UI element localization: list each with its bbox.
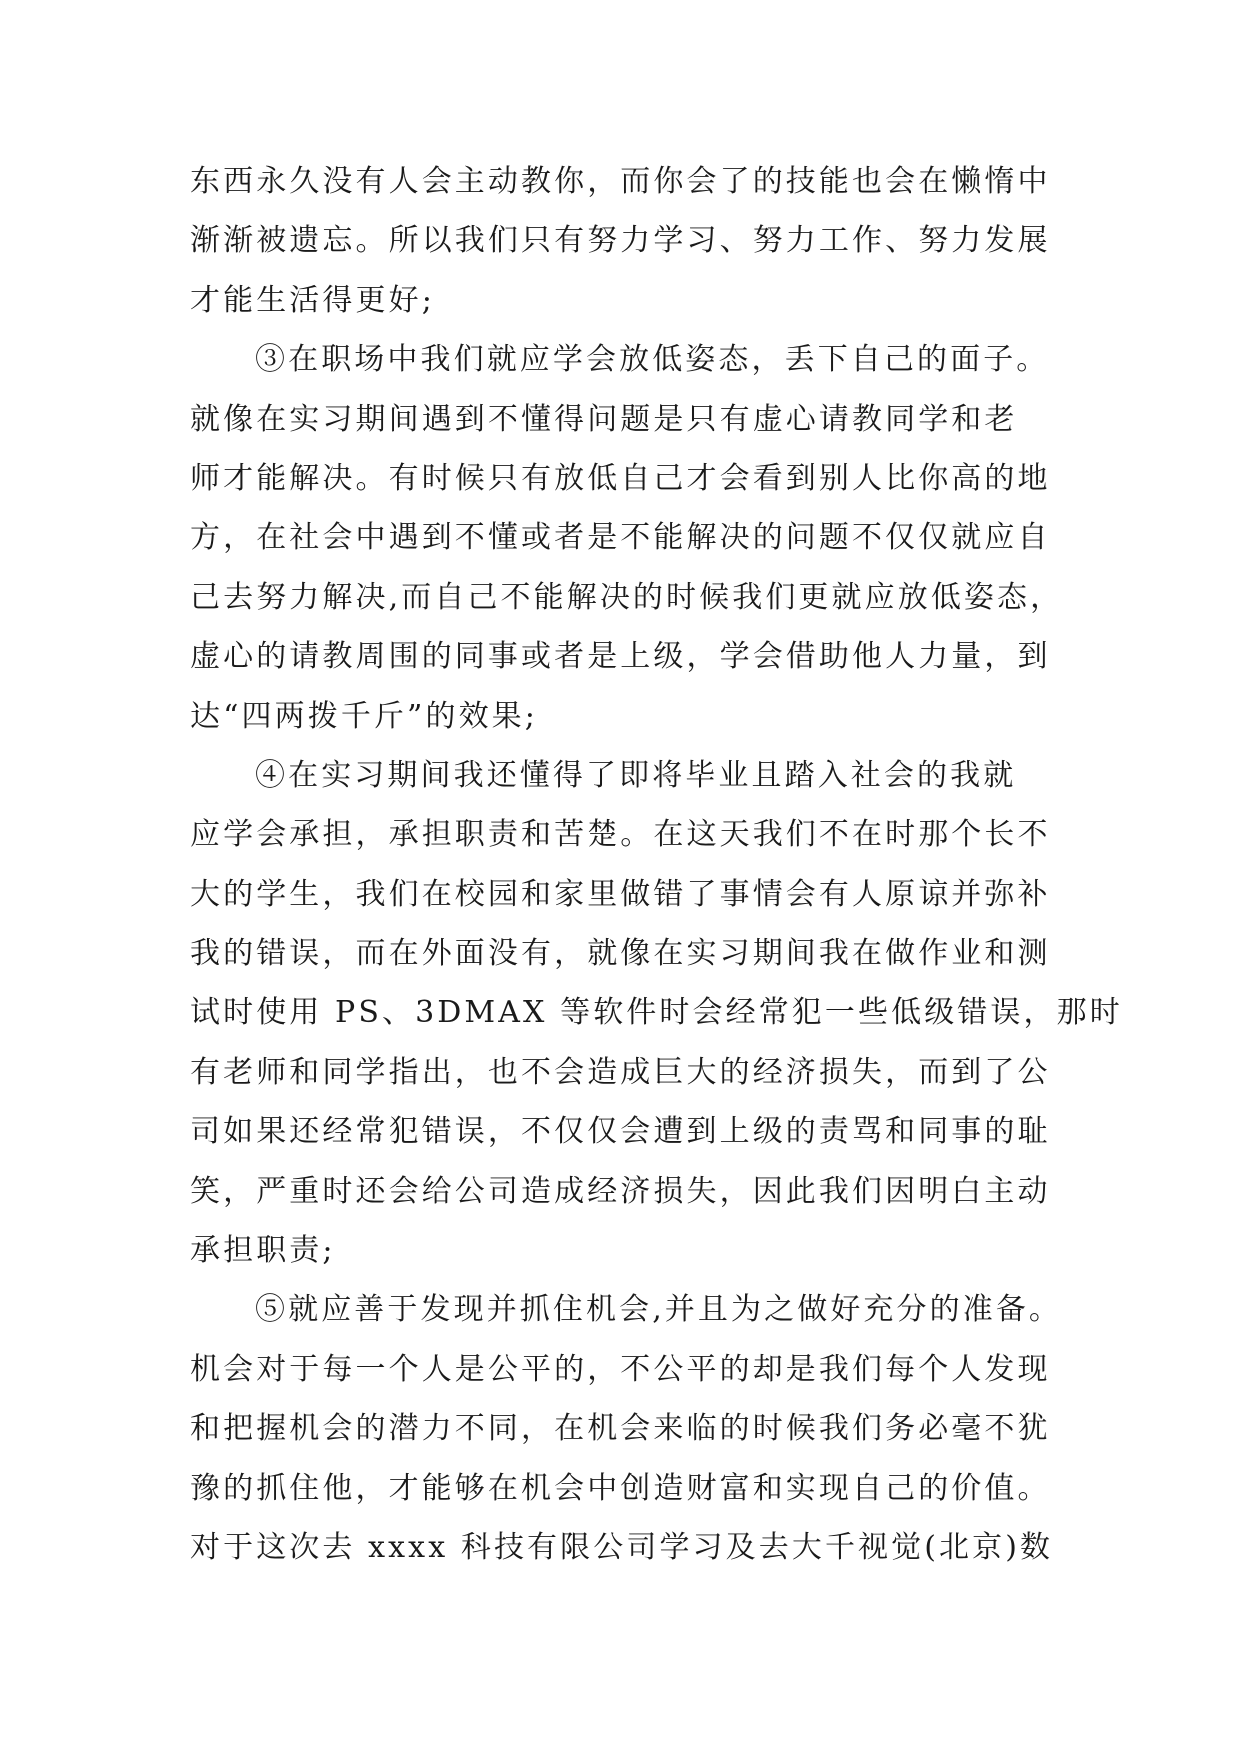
text-line: 司如果还经常犯错误，不仅仅会遭到上级的责骂和同事的耻 [190, 1114, 1051, 1150]
text-line: 就像在实习期间遇到不懂得问题是只有虚心请教同学和老 [190, 401, 1018, 437]
text-line: 方，在社会中遇到不懂或者是不能解决的问题不仅仅就应自 [190, 520, 1051, 556]
text-line: 己去努力解决,而自己不能解决的时候我们更就应放低姿态， [190, 579, 1064, 615]
paragraph-start-line: ④在实习期间我还懂得了即将毕业且踏入社会的我就 [255, 757, 1017, 793]
text-line: 承担职责; [190, 1233, 336, 1269]
text-line: 虚心的请教周围的同事或者是上级，学会借助他人力量，到 [190, 639, 1051, 675]
text-line: 笑，严重时还会给公司造成经济损失，因此我们因明白主动 [190, 1173, 1051, 1209]
text-line: 有老师和同学指出，也不会造成巨大的经济损失，而到了公 [190, 1054, 1051, 1090]
text-line: 师才能解决。有时候只有放低自己才会看到别人比你高的地 [190, 460, 1051, 496]
paragraph-start-line: ⑤就应善于发现并抓住机会,并且为之做好充分的准备。 [255, 1292, 1063, 1328]
paragraph-start-line: ③在职场中我们就应学会放低姿态，丢下自己的面子。 [255, 342, 1050, 378]
text-line: 试时使用 PS、3DMAX 等软件时会经常犯一些低级错误，那时 [190, 995, 1123, 1031]
text-line: 应学会承担，承担职责和苦楚。在这天我们不在时那个长不 [190, 817, 1051, 853]
text-line: 机会对于每一个人是公平的，不公平的却是我们每个人发现 [190, 1351, 1051, 1387]
text-line: 渐渐被遗忘。所以我们只有努力学习、努力工作、努力发展 [190, 223, 1051, 259]
text-line: 对于这次去 xxxx 科技有限公司学习及去大千视觉(北京)数 [190, 1529, 1054, 1565]
text-line: 豫的抓住他，才能够在机会中创造财富和实现自己的价值。 [190, 1470, 1051, 1506]
body-text [190, 152, 1123, 1577]
text-line: 才能生活得更好; [190, 282, 435, 318]
text-line: 和把握机会的潜力不同，在机会来临的时候我们务必毫不犹 [190, 1411, 1051, 1447]
text-line: 达“四两拨千斤”的效果; [190, 698, 538, 734]
text-line: 东西永久没有人会主动教你，而你会了的技能也会在懒惰中 [190, 164, 1051, 199]
text-line: 我的错误，而在外面没有，就像在实习期间我在做作业和测 [190, 936, 1051, 972]
text-line: 大的学生，我们在校园和家里做错了事情会有人原谅并弥补 [190, 876, 1051, 912]
